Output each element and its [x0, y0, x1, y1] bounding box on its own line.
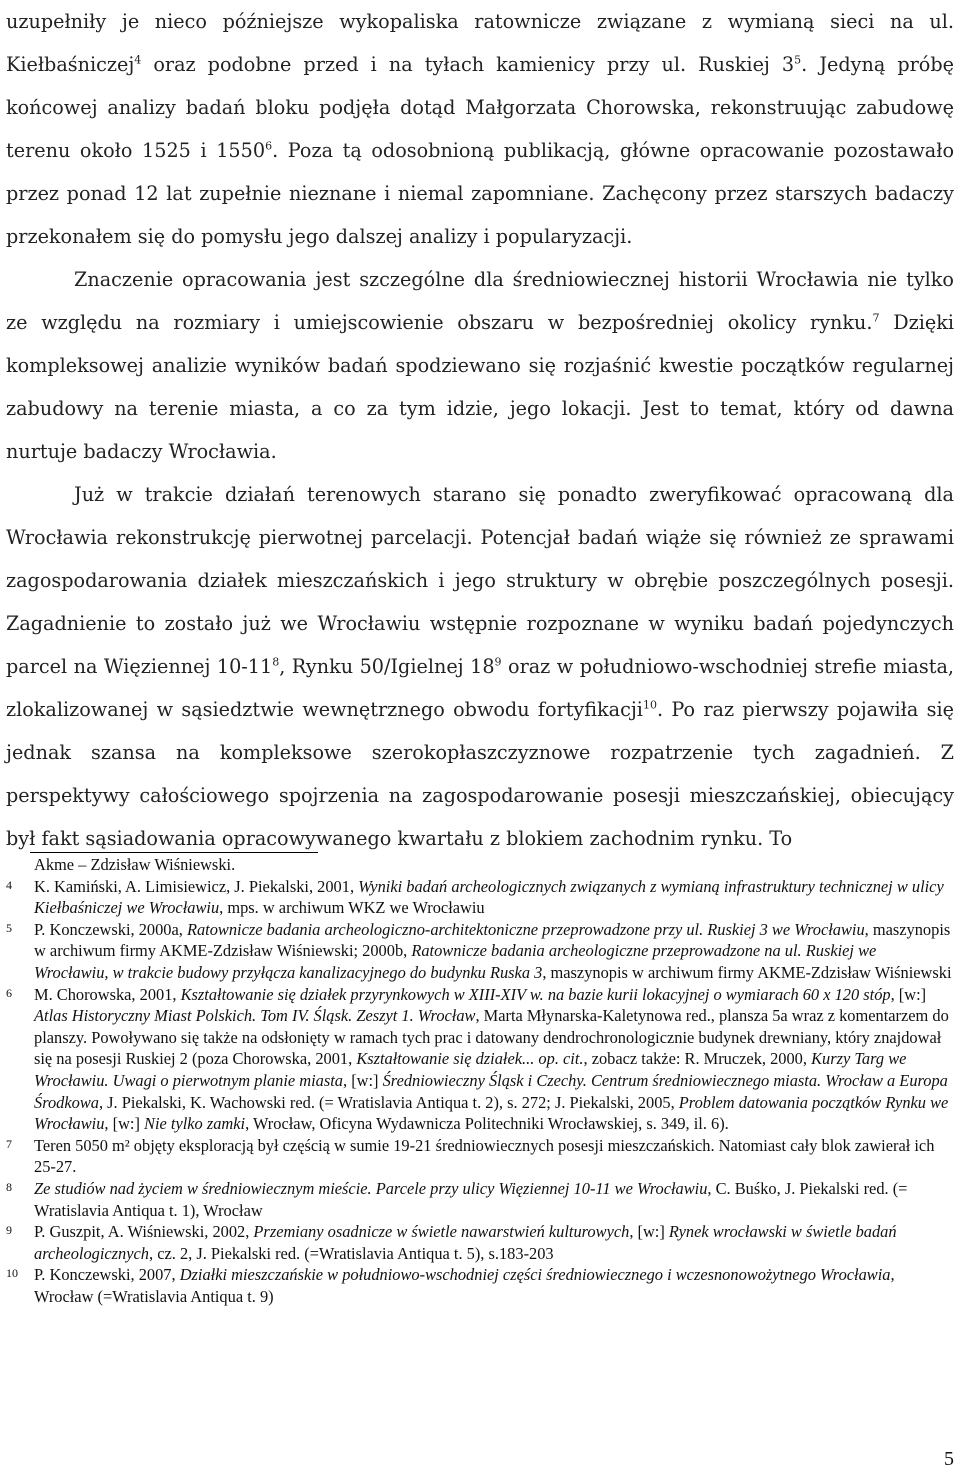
footnotes-section — [6, 854, 952, 1307]
text-run: Znaczenie opracowania jest szczególne dla średniowiecznej historii Wrocławia nie tylko ze względu na rozmiary i umiejscowienie obszaru w bezpośredniej okolicy rynku. — [6, 268, 954, 334]
footnote-reference: 10 — [642, 698, 657, 712]
footnote-text: , mps. w archiwum WKZ we Wrocławiu — [219, 898, 485, 918]
text-run: Już w trakcie działań terenowych starano się ponadto zweryfikować opracowaną dla Wrocławia rekonstrukcję pierwotnej parcelacji. Potencjał badań wiąże się również ze sprawami zagospodarowania działek mieszczańskich i jego struktury w obrębie poszczególnych posesji. Zagadnienie to zostało już we Wrocławiu wstępnie rozpoznane w wyniku badań pojedynczych parcel na Więziennej 10-11 — [6, 483, 954, 678]
footnote-title: Ratownicze badania archeologiczno-architektoniczne przeprowadzone przy ul. Ruskiej 3 we Wrocławiu — [186, 919, 865, 939]
footnote-text: , zobacz także: R. Mruczek, 2000, — [583, 1049, 812, 1069]
footnote — [6, 876, 952, 919]
footnote-text: , Wrocław, Oficyna Wydawnicza Politechniki Wrocławskiej, s. 349, il. 6). — [245, 1114, 729, 1134]
main-body-text — [6, 0, 954, 860]
body-paragraph — [6, 473, 954, 860]
footnote-text: Teren 5050 m² objęty eksploracją był częścią w sumie 19-21 średniowiecznych posesji mieszczańskich. Natomiast cały blok zawierał ich 25-27. — [34, 1135, 935, 1177]
footnote-title: Ratownicze badania archeologiczne przeprowadzone na ul. Ruskiej we Wrocławiu, w trakcie budowy przyłącza kanalizacyjnego do budynku Ruska 3 — [34, 941, 877, 982]
footnote-text: , [w:] — [104, 1114, 145, 1134]
footnote-number: 10 — [6, 1266, 18, 1281]
footnote-text: , maszynopis w archiwum firmy AKME-Zdzisław Wiśniewski; 2000b, — [34, 919, 951, 961]
footnote-reference: 6 — [265, 139, 273, 153]
footnote-title: Ze studiów nad życiem w średniowiecznym mieście. Parcele przy ulicy Więziennej 10-11 we Wrocławiu — [34, 1178, 708, 1198]
footnote-text: , [w:] — [343, 1070, 383, 1090]
footnote-title: Działki mieszczańskie w południowo-wschodniej części średniowiecznego i wczesnonowożytnego Wrocławia — [179, 1265, 891, 1285]
footnote-reference: 7 — [872, 311, 880, 325]
footnote — [6, 1221, 952, 1264]
document-page — [6, 0, 954, 860]
footnote-text: P. Guszpit, A. Wiśniewski, 2002, — [34, 1222, 254, 1242]
footnote-text: , C. Buśko, J. Piekalski red. (= Wratislavia Antiqua t. 1), Wrocław — [34, 1178, 908, 1220]
footnote-text: Akme – Zdzisław Wiśniewski. — [34, 855, 236, 874]
footnote-reference: 8 — [272, 655, 280, 669]
text-run: . Poza tą odosobnioną publikacją, główne opracowanie pozostawało przez ponad 12 lat zupełnie nieznane i niemal zapomniane. Zachęcony przez starszych badaczy przekonałem się do pomysłu jego dalszej analizy i popularyzacji. — [6, 139, 955, 248]
footnote-title: Problem datowania początków Rynku we Wrocławiu — [34, 1092, 949, 1134]
footnote — [6, 1178, 952, 1221]
text-run: . Po raz pierwszy pojawiła się jednak szansa na kompleksowe szerokopłaszczyznowe rozpatrzenie tych zagadnień. Z perspektywy całościowego spojrzenia na zagospodarowanie posesji mieszczańskiej, obiecujący był fakt sąsiadowania opracowywanego kwartału z blokiem zachodnim rynku. To — [6, 698, 954, 850]
footnote-title: Kształtowanie się działek... op. cit. — [356, 1049, 584, 1069]
footnote-text: , maszynopis w archiwum firmy AKME-Zdzisław Wiśniewski — [542, 962, 952, 982]
footnote — [6, 1135, 952, 1178]
footnote — [6, 1264, 952, 1307]
footnote-title: Nie tylko zamki — [144, 1114, 246, 1134]
footnote-title: Średniowieczny Śląsk i Czechy. Centrum średniowiecznego miasta. Wrocław a Europa Środkowa — [34, 1070, 948, 1112]
text-run: oraz podobne przed i na tyłach kamienicy przy ul. Ruskiej 3 — [141, 53, 795, 76]
footnote-title: Wyniki badań archeologicznych związanych z wymianą infrastruktury technicznej w ulicy Kiełbaśniczej we Wrocławiu — [34, 876, 944, 918]
footnote-text: K. Kamiński, A. Limisiewicz, J. Piekalski, 2001, — [34, 876, 359, 896]
footnote-number: 7 — [6, 1136, 12, 1151]
footnote-reference: 4 — [134, 53, 142, 67]
footnote-reference: 9 — [494, 655, 502, 669]
footnote-text: M. Chorowska, 2001, — [34, 984, 181, 1004]
footnote-title: Rynek wrocławski w świetle badań archeologicznych — [34, 1222, 897, 1263]
footnote-title: Kształtowanie się działek przyrynkowych w XIII-XIV w. na bazie kurii lokacyjnej o wymiarach 60 x 120 stóp — [180, 984, 891, 1004]
footnote-separator — [30, 852, 318, 853]
footnote-number: 9 — [6, 1223, 12, 1238]
body-paragraph — [6, 258, 954, 473]
text-run: Dzięki kompleksowej analizie wyników badań spodziewano się rozjaśnić kwestie początków regularnej zabudowy na terenie miasta, a co za tym idzie, jego lokacji. Jest to temat, który od dawna nurtuje badaczy Wrocławia. — [6, 311, 954, 463]
footnote-text: , Marta Młynarska-Kaletynowa red., plansza 5a wraz z komentarzem do planszy. Powoływano się także na odsłonięty w ramach tych prac i datowany dendrochronologicznie budynek drewniany, który znajdował się na posesji Ruskiej 2 (poza Chorowska, 2001, — [34, 1006, 949, 1069]
text-run: , Rynku 50/Igielnej 18 — [279, 655, 495, 678]
text-run: uzupełniły je nieco późniejsze wykopaliska ratownicze związane z wymianą sieci na ul. Kiełbaśniczej — [6, 10, 954, 76]
page-number: 5 — [944, 1448, 954, 1470]
footnote-text: , [w:] — [890, 984, 927, 1004]
footnote-number: 5 — [6, 920, 12, 935]
text-run: oraz w południowo-wschodniej strefie miasta, zlokalizowanej w sąsiedztwie wewnętrznego obwodu fortyfikacji — [6, 655, 954, 721]
footnote-number: 4 — [6, 877, 12, 892]
footnote-text: P. Konczewski, 2000a, — [34, 919, 187, 939]
text-run: . Jedyną próbę końcowej analizy badań bloku podjęła dotąd Małgorzata Chorowska, rekonstruując zabudowę terenu około 1525 i 1550 — [6, 53, 954, 162]
footnote-number: 6 — [6, 985, 12, 1000]
footnote-text: , cz. 2, J. Piekalski red. (=Wratislavia Antiqua t. 5), s.183-203 — [149, 1243, 554, 1263]
footnote-title: Kurzy Targ we Wrocławiu. Uwagi o pierwotnym planie miasta — [34, 1049, 907, 1090]
footnote-text: , Wrocław (=Wratislavia Antiqua t. 9) — [34, 1265, 895, 1306]
footnote-reference: 5 — [794, 53, 802, 67]
footnote-title: Atlas Historyczny Miast Polskich. Tom IV. Śląsk. Zeszyt 1. Wrocław — [34, 1006, 476, 1026]
footnote-number: 8 — [6, 1179, 12, 1194]
footnote-text: , [w:] — [629, 1222, 669, 1242]
body-paragraph — [6, 0, 954, 258]
footnote — [6, 854, 952, 876]
footnote-text: , J. Piekalski, K. Wachowski red. (= Wratislavia Antiqua t. 2), s. 272; J. Piekalski, 2005, — [98, 1092, 679, 1112]
footnote — [6, 984, 952, 1135]
footnote — [6, 919, 952, 984]
footnote-text: P. Konczewski, 2007, — [34, 1265, 180, 1285]
footnote-title: Przemiany osadnicze w świetle nawarstwień kulturowych — [253, 1222, 630, 1242]
